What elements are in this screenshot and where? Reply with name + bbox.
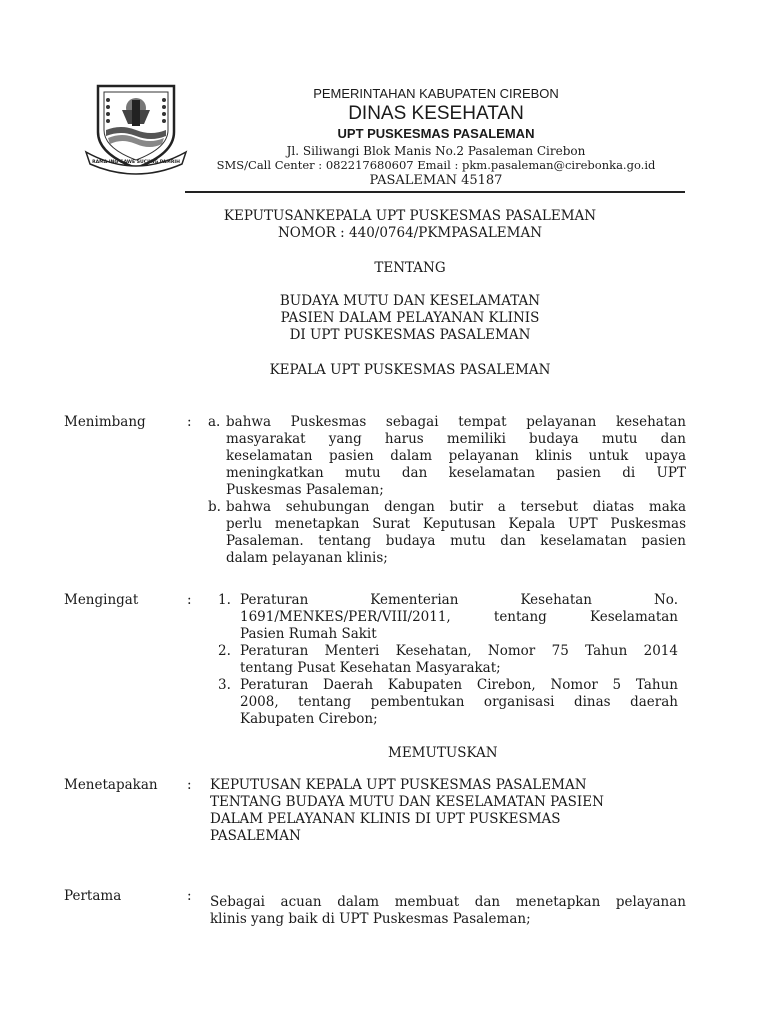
letterhead-divider [185,191,685,193]
mengingat-item-1-text [240,592,678,643]
menimbang-b-line: Pasaleman. tentang budaya mutu dan keselamatan pasien [226,533,686,549]
decree-number: NOMOR : 440/0764/PKMPASALEMAN [277,225,543,241]
mengingat-item-2-text [240,643,678,677]
menetapkan-label: Menetapakan [64,777,158,793]
decree-title: KEPUTUSANKEPALA UPT PUSKESMAS PASALEMAN [223,208,597,224]
logo-ribbon-text: RAMA ING GAWE SUCIING PAMRIH [92,160,180,165]
menimbang-a-line: Puskesmas Pasaleman; [226,482,384,498]
decree-subject-line-3: DI UPT PUSKESMAS PASALEMAN [289,327,531,343]
menimbang-b-line: bahwa sehubungan dengan butir a tersebut diatas maka [226,499,686,515]
menimbang-a-marker: a. [208,414,221,430]
pertama-line: Sebagai acuan dalam membuat dan menetapkan pelayanan [210,894,686,910]
pertama-line: klinis yang baik di UPT Puskesmas Pasaleman; [210,911,531,927]
memutuskan-heading: MEMUTUSKAN [388,745,498,761]
menimbang-label: Menimbang [64,414,146,430]
menimbang-b-line: perlu menetapkan Surat Keputusan Kepala UPT Puskesmas [226,516,686,532]
regency-emblem-logo [84,80,188,176]
mengingat-item-3-line: Kabupaten Cirebon; [240,711,378,727]
pertama-colon: : [187,888,192,904]
mengingat-item-3-text [240,677,678,728]
letterhead-agency: DINAS KESEHATAN [348,103,524,124]
letterhead-contact: SMS/Call Center : 082217680607 Email : pkm.pasaleman@cirebonka.go.id [216,158,656,172]
mengingat-label: Mengingat [64,592,139,608]
mengingat-item-1-marker: 1. [218,592,231,608]
menimbang-b-line: dalam pelayanan klinis; [226,550,388,566]
mengingat-item-1-line: Peraturan Kementerian Kesehatan No. [240,592,678,608]
menimbang-a-line: keselamatan pasien dalam pelayanan klinis untuk upaya [226,448,686,464]
pertama-label: Pertama [64,888,122,904]
menetapkan-text [210,777,680,845]
mengingat-colon: : [187,592,192,608]
pertama-text [210,894,686,928]
menimbang-a-line: masyarakat yang harus memiliki budaya mutu dan [226,431,686,447]
mengingat-item-1-line: Pasien Rumah Sakit [240,626,377,642]
letterhead-unit: UPT PUSKESMAS PASALEMAN [337,126,535,141]
menetapkan-line: KEPUTUSAN KEPALA UPT PUSKESMAS PASALEMAN [210,777,587,793]
menetapkan-colon: : [187,777,192,793]
decree-about-label: TENTANG [374,260,446,276]
menimbang-b-marker: b. [208,499,221,515]
decree-head-title: KEPALA UPT PUSKESMAS PASALEMAN [269,362,551,378]
mengingat-item-1-line: 1691/MENKES/PER/VIII/2011, tentang Keselamatan [240,609,678,625]
decree-subject-line-1: BUDAYA MUTU DAN KESELAMATAN [279,293,541,309]
decree-subject-line-2: PASIEN DALAM PELAYANAN KLINIS [280,310,540,326]
mengingat-item-2-marker: 2. [218,643,231,659]
letterhead-address: Jl. Siliwangi Blok Manis No.2 Pasaleman Cirebon [286,144,586,158]
menetapkan-line: TENTANG BUDAYA MUTU DAN KESELAMATAN PASIEN [210,794,604,810]
mengingat-item-2-line: Peraturan Menteri Kesehatan, Nomor 75 Tahun 2014 [240,643,678,659]
mengingat-item-3-line: Peraturan Daerah Kabupaten Cirebon, Nomor 5 Tahun [240,677,678,693]
menetapkan-line: DALAM PELAYANAN KLINIS DI UPT PUSKESMAS [210,811,561,827]
menimbang-a-text [226,414,686,499]
menetapkan-line: PASALEMAN [210,828,301,844]
mengingat-item-2-line: tentang Pusat Kesehatan Masyarakat; [240,660,501,676]
mengingat-item-3-line: 2008, tentang pembentukan organisasi dinas daerah [240,694,678,710]
menimbang-b-text [226,499,686,567]
menimbang-colon: : [187,414,192,430]
letterhead-government: PEMERINTAHAN KABUPATEN CIREBON [313,86,559,101]
menimbang-a-line: meningkatkan mutu dan keselamatan pasien di UPT [226,465,686,481]
menimbang-a-line: bahwa Puskesmas sebagai tempat pelayanan kesehatan [226,414,686,430]
letterhead-postal: PASALEMAN 45187 [369,173,503,188]
mengingat-item-3-marker: 3. [218,677,231,693]
